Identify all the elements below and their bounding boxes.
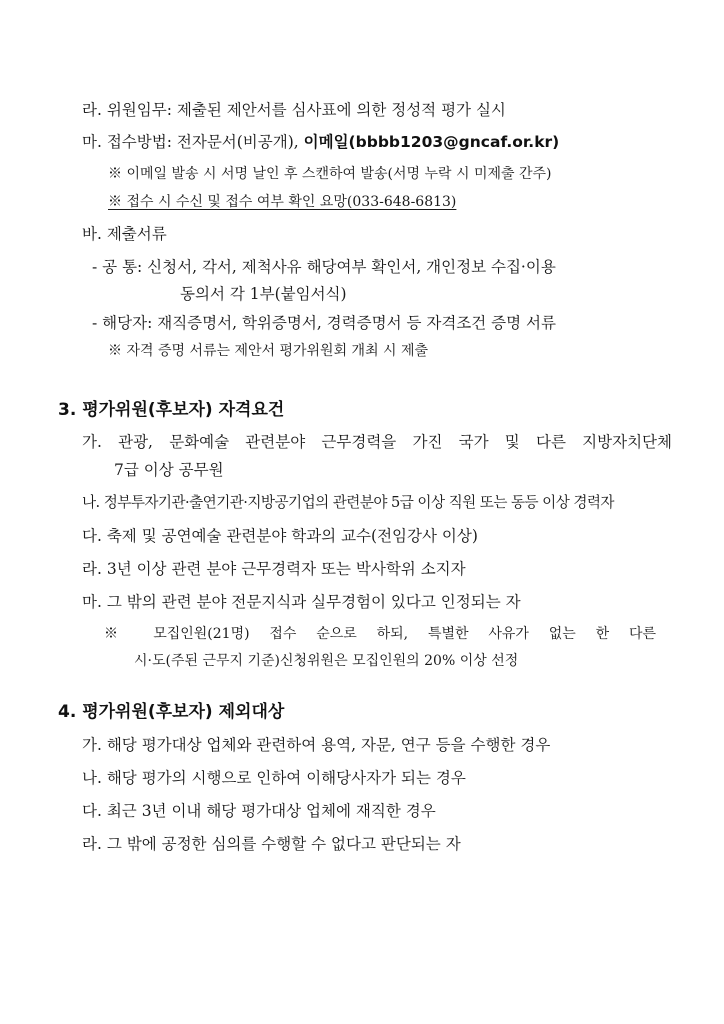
qualification-na: 나. 정부투자기관·출연기관·지방공기업의 관련분야 5급 이상 직원 또는 동등 이상 경력자 (82, 494, 614, 511)
qualification-ra: 라. 3년 이상 관련 분야 근무경력자 또는 박사학위 소지자 (82, 560, 466, 578)
recruitment-note-line-2: 시·도(주된 근무지 기준)신청위원은 모집인원의 20% 이상 선정 (134, 653, 519, 669)
recruitment-note-line-1: ※ 모집인원(21명) 접수 순으로 하되, 특별한 사유가 없는 한 다른 (104, 626, 656, 642)
submission-email: 이메일(bbbb1203@gncaf.or.kr) (303, 133, 560, 151)
section-4-heading: 4. 평가위원(후보자) 제외대상 (58, 702, 285, 722)
exclusion-ga: 가. 해당 평가대상 업체와 관련하여 용역, 자문, 연구 등을 수행한 경우 (82, 736, 551, 754)
exclusion-na: 나. 해당 평가의 시행으로 인하여 이해당사자가 되는 경우 (82, 769, 466, 787)
section-3-heading: 3. 평가위원(후보자) 자격요건 (58, 400, 285, 420)
note-qualification-docs: ※ 자격 증명 서류는 제안서 평가위원회 개최 시 제출 (108, 343, 429, 359)
item-ma-submission-method (82, 131, 559, 153)
documents-applicable: - 해당자: 재직증명서, 학위증명서, 경력증명서 등 자격조건 증명 서류 (92, 314, 557, 332)
exclusion-ra: 라. 그 밖에 공정한 심의를 수행할 수 없다고 판단되는 자 (82, 835, 461, 853)
qualification-ga-line-1: 가. 관광, 문화예술 관련분야 근무경력을 가진 국가 및 다른 지방자치단체 (82, 433, 672, 451)
item-ba-documents: 바. 제출서류 (82, 225, 167, 243)
qualification-da: 다. 축제 및 공연예술 관련분야 학과의 교수(전임강사 이상) (82, 527, 478, 545)
submission-method-text: 마. 접수방법: 전자문서(비공개), (82, 133, 304, 151)
documents-common-line-2: 동의서 각 1부(붙임서식) (180, 285, 347, 303)
note-email-signature: ※ 이메일 발송 시 서명 날인 후 스캔하여 발송(서명 누락 시 미제출 간주) (108, 166, 552, 182)
qualification-ga-line-2: 7급 이상 공무원 (114, 461, 224, 479)
exclusion-da: 다. 최근 3년 이내 해당 평가대상 업체에 재직한 경우 (82, 802, 436, 820)
note-confirm-receipt: ※ 접수 시 수신 및 접수 여부 확인 요망(033-648-6813) (108, 194, 457, 210)
qualification-ma: 마. 그 밖의 관련 분야 전문지식과 실무경험이 있다고 인정되는 자 (82, 593, 521, 611)
documents-common-line-1: - 공 통: 신청서, 각서, 제척사유 해당여부 확인서, 개인정보 수집·이용 (92, 258, 556, 276)
item-ra-duty: 라. 위원임무: 제출된 제안서를 심사표에 의한 정성적 평가 실시 (82, 101, 506, 119)
